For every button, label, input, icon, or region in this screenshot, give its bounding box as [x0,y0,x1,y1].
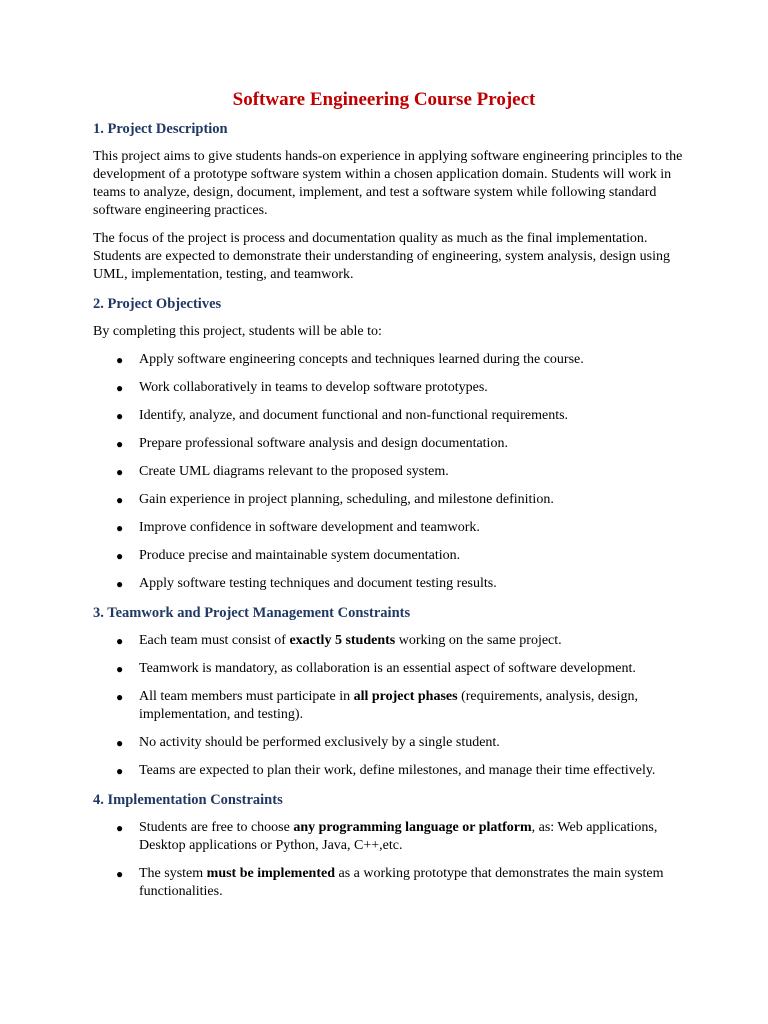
list-item-text: , as: Web applications, Desktop applications or Python, Java, C++,etc. [139,820,658,853]
list-item [93,519,683,537]
list-item-text: Identify, analyze, and document functional and non-functional requirements. [139,408,569,423]
paragraph: The focus of the project is process and documentation quality as much as the final implementation. Students are expected to demonstrate their understanding of engineering, system analysis, design using UML, implementation, testing, and teamwork. [93,231,670,282]
list-item-text: Apply software testing techniques and document testing results. [139,576,497,591]
bullet-icon: ● [116,381,124,395]
list-item [93,547,683,565]
bullet-icon: ● [116,521,124,535]
list-item [93,435,683,453]
paragraph: This project aims to give students hands-on experience in applying software engineering principles to the development of a prototype software system within a chosen application domain. Students will work in teams to analyze, design, document, implement, and test a software system while following standard software engineering practices. [93,149,683,218]
list-item-text: All team members must participate in [139,689,354,704]
list-item [93,819,683,855]
list-item-text: Produce precise and maintainable system documentation. [139,548,461,563]
list-item-text: Each team must consist of [139,633,290,648]
list-item [93,734,683,752]
list-item-text: as a working prototype that demonstrates the main system functionalities. [139,866,664,899]
list-item [93,762,683,780]
list-item-text: Work collaboratively in teams to develop software prototypes. [139,380,488,395]
bullet-icon: ● [116,465,124,479]
list-item-text: Prepare professional software analysis and design documentation. [139,436,508,451]
bullet-icon: ● [116,764,124,778]
list-item-text: Improve confidence in software development and teamwork. [139,520,480,535]
bullet-icon: ● [116,662,124,676]
objectives-intro: By completing this project, students will be able to: [93,324,382,339]
list-item-text: The system [139,866,207,881]
list-item-text: Teamwork is mandatory, as collaboration is an essential aspect of software development. [139,661,636,676]
bullet-icon: ● [116,409,124,423]
bullet-icon: ● [116,736,124,750]
list-item-text: No activity should be performed exclusively by a single student. [139,735,500,750]
implementation-list [93,819,683,901]
bullet-icon: ● [116,821,124,835]
list-item-text: (requirements, analysis, design, implementation, and testing). [139,689,638,722]
section-heading-implementation-constraints: 4. Implementation Constraints [93,792,283,808]
bullet-icon: ● [116,353,124,367]
bullet-icon: ● [116,577,124,591]
list-item [93,632,683,650]
list-item [93,407,683,425]
list-item [93,491,683,509]
section-heading-project-description: 1. Project Description [93,121,228,137]
bullet-icon: ● [116,437,124,451]
teamwork-list [93,632,683,780]
bullet-icon: ● [116,690,124,704]
list-item [93,660,683,678]
bullet-icon: ● [116,493,124,507]
list-item-text: Teams are expected to plan their work, define milestones, and manage their time effectively. [139,763,656,778]
list-item [93,865,683,901]
document-title: Software Engineering Course Project [232,89,536,110]
emphasis-text: exactly 5 students [289,633,396,648]
list-item [93,463,683,481]
section-heading-project-objectives: 2. Project Objectives [93,296,222,312]
list-item-text: working on the same project. [395,633,562,648]
list-item [93,351,683,369]
bullet-icon: ● [116,549,124,563]
bullet-icon: ● [116,634,124,648]
emphasis-text: must be implemented [206,866,335,881]
list-item [93,379,683,397]
emphasis-text: all project phases [353,689,458,704]
list-item-text: Create UML diagrams relevant to the proposed system. [139,464,449,479]
section-heading-teamwork-constraints: 3. Teamwork and Project Management Constraints [93,605,411,621]
list-item-text: Students are free to choose [139,820,294,835]
list-item-text: Apply software engineering concepts and techniques learned during the course. [139,352,584,367]
list-item-text: Gain experience in project planning, scheduling, and milestone definition. [139,492,554,507]
list-item [93,575,683,593]
list-item [93,688,683,724]
emphasis-text: any programming language or platform [293,820,532,835]
objectives-list [93,351,683,593]
document-body [93,119,683,911]
bullet-icon: ● [116,867,124,881]
